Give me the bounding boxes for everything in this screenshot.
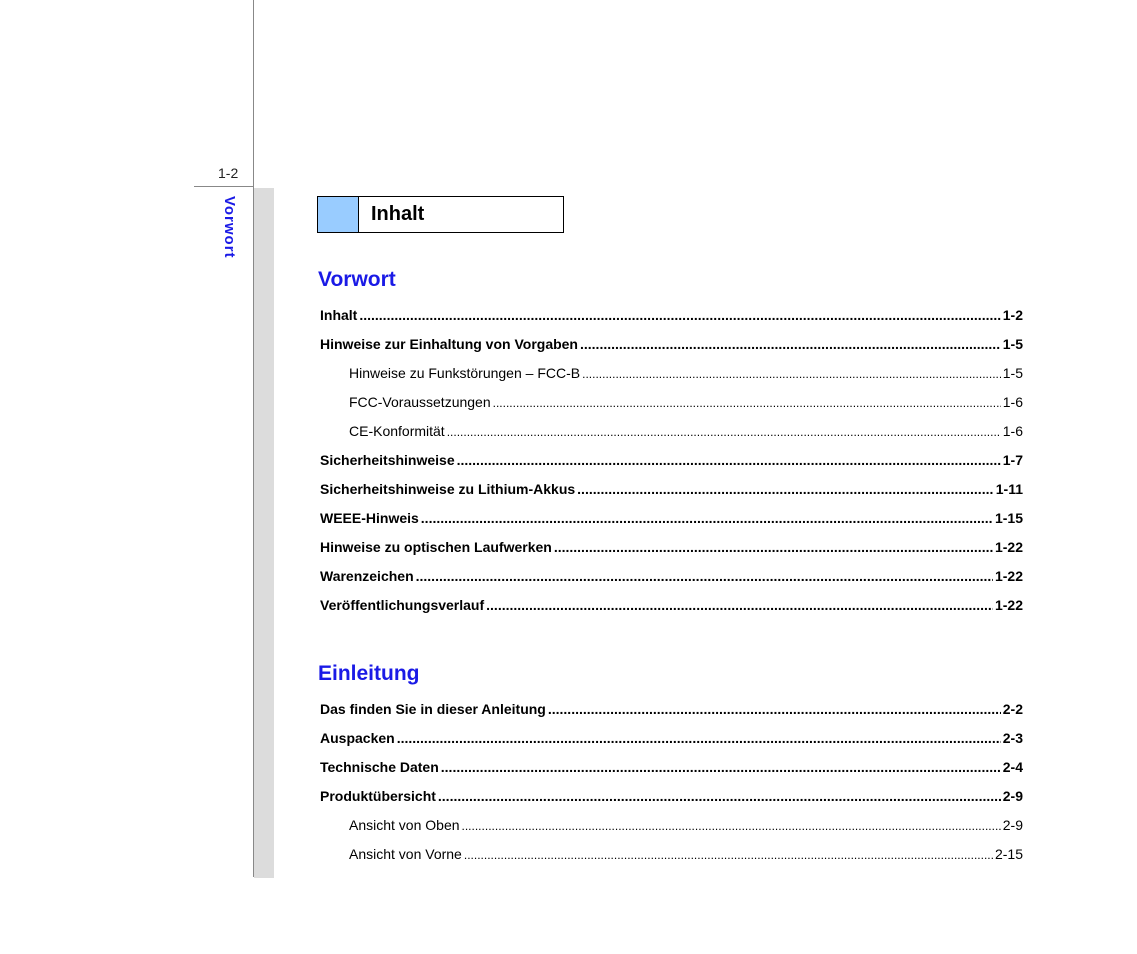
toc-dot-leader xyxy=(493,396,1001,410)
toc-entry-label: Ansicht von Vorne xyxy=(349,846,462,862)
toc-dot-leader xyxy=(359,307,1000,323)
toc-dot-leader xyxy=(486,597,993,613)
toc-entry-label: Veröffentlichungsverlauf xyxy=(320,597,485,613)
toc-entry-page: 1-6 xyxy=(1002,423,1023,439)
toc-list-vorwort xyxy=(320,307,1023,626)
toc-dot-leader xyxy=(582,367,1001,381)
toc-entry-page: 1-5 xyxy=(1002,365,1023,381)
toc-entry-label: Produktübersicht xyxy=(320,788,436,804)
toc-entry[interactable] xyxy=(320,394,1023,423)
title-box xyxy=(317,196,564,233)
toc-entry[interactable] xyxy=(320,423,1023,452)
toc-entry[interactable] xyxy=(320,336,1023,365)
toc-entry-label: Hinweise zur Einhaltung von Vorgaben xyxy=(320,336,578,352)
toc-entry-page: 1-6 xyxy=(1002,394,1023,410)
section-heading-einleitung: Einleitung xyxy=(318,662,420,685)
toc-entry-label: Ansicht von Oben xyxy=(349,817,460,833)
toc-entry-page: 2-15 xyxy=(994,846,1023,862)
page-number-rule xyxy=(194,186,254,187)
toc-entry[interactable] xyxy=(320,539,1023,568)
page-title: Inhalt xyxy=(371,203,425,225)
toc-dot-leader xyxy=(457,452,1001,468)
toc-entry-label: Technische Daten xyxy=(320,759,439,775)
toc-entry[interactable] xyxy=(320,730,1023,759)
title-color-swatch xyxy=(318,197,359,232)
toc-entry-page: 2-4 xyxy=(1002,759,1023,775)
toc-dot-leader xyxy=(416,568,993,584)
toc-entry[interactable] xyxy=(320,365,1023,394)
toc-entry[interactable] xyxy=(320,307,1023,336)
toc-entry-page: 1-5 xyxy=(1002,336,1023,352)
toc-list-einleitung xyxy=(320,701,1023,875)
toc-entry-page: 1-7 xyxy=(1002,452,1023,468)
toc-entry-page: 1-2 xyxy=(1002,307,1023,323)
toc-entry-label: Hinweise zu optischen Laufwerken xyxy=(320,539,552,555)
toc-dot-leader xyxy=(441,759,1001,775)
toc-entry-page: 2-3 xyxy=(1002,730,1023,746)
toc-entry[interactable] xyxy=(320,452,1023,481)
toc-entry-page: 2-9 xyxy=(1002,788,1023,804)
toc-dot-leader xyxy=(580,336,1001,352)
toc-entry-page: 1-22 xyxy=(994,597,1023,613)
toc-entry[interactable] xyxy=(320,759,1023,788)
toc-entry-page: 1-22 xyxy=(994,539,1023,555)
toc-entry-label: FCC-Voraussetzungen xyxy=(349,394,491,410)
toc-dot-leader xyxy=(554,539,993,555)
toc-dot-leader xyxy=(421,510,993,526)
toc-entry[interactable] xyxy=(320,788,1023,817)
toc-entry-label: Auspacken xyxy=(320,730,395,746)
toc-entry[interactable] xyxy=(320,817,1023,846)
side-tab-label: Vorwort xyxy=(221,196,238,259)
toc-entry-page: 2-2 xyxy=(1002,701,1023,717)
toc-entry-label: Inhalt xyxy=(320,307,358,323)
toc-dot-leader xyxy=(438,788,1001,804)
toc-entry[interactable] xyxy=(320,510,1023,539)
toc-entry-label: Sicherheitshinweise xyxy=(320,452,455,468)
toc-entry-label: Hinweise zu Funkstörungen – FCC-B xyxy=(349,365,581,381)
toc-entry[interactable] xyxy=(320,701,1023,730)
toc-entry[interactable] xyxy=(320,846,1023,875)
toc-dot-leader xyxy=(447,425,1001,439)
toc-entry-label: Warenzeichen xyxy=(320,568,414,584)
toc-dot-leader xyxy=(577,481,994,497)
page-number: 1-2 xyxy=(218,165,239,181)
toc-dot-leader xyxy=(397,730,1001,746)
toc-entry-page: 2-9 xyxy=(1002,817,1023,833)
toc-entry[interactable] xyxy=(320,481,1023,510)
section-heading-vorwort: Vorwort xyxy=(318,268,396,291)
toc-entry-label: CE-Konformität xyxy=(349,423,445,439)
toc-dot-leader xyxy=(462,819,1001,833)
toc-dot-leader xyxy=(464,848,993,862)
toc-entry-label: Sicherheitshinweise zu Lithium-Akkus xyxy=(320,481,576,497)
toc-entry[interactable] xyxy=(320,568,1023,597)
toc-entry-label: Das finden Sie in dieser Anleitung xyxy=(320,701,546,717)
toc-entry-page: 1-11 xyxy=(995,481,1023,497)
toc-entry-label: WEEE-Hinweis xyxy=(320,510,419,526)
side-tab-strip xyxy=(254,188,274,878)
toc-entry-page: 1-15 xyxy=(994,510,1023,526)
toc-entry[interactable] xyxy=(320,597,1023,626)
toc-dot-leader xyxy=(548,701,1001,717)
toc-entry-page: 1-22 xyxy=(994,568,1023,584)
